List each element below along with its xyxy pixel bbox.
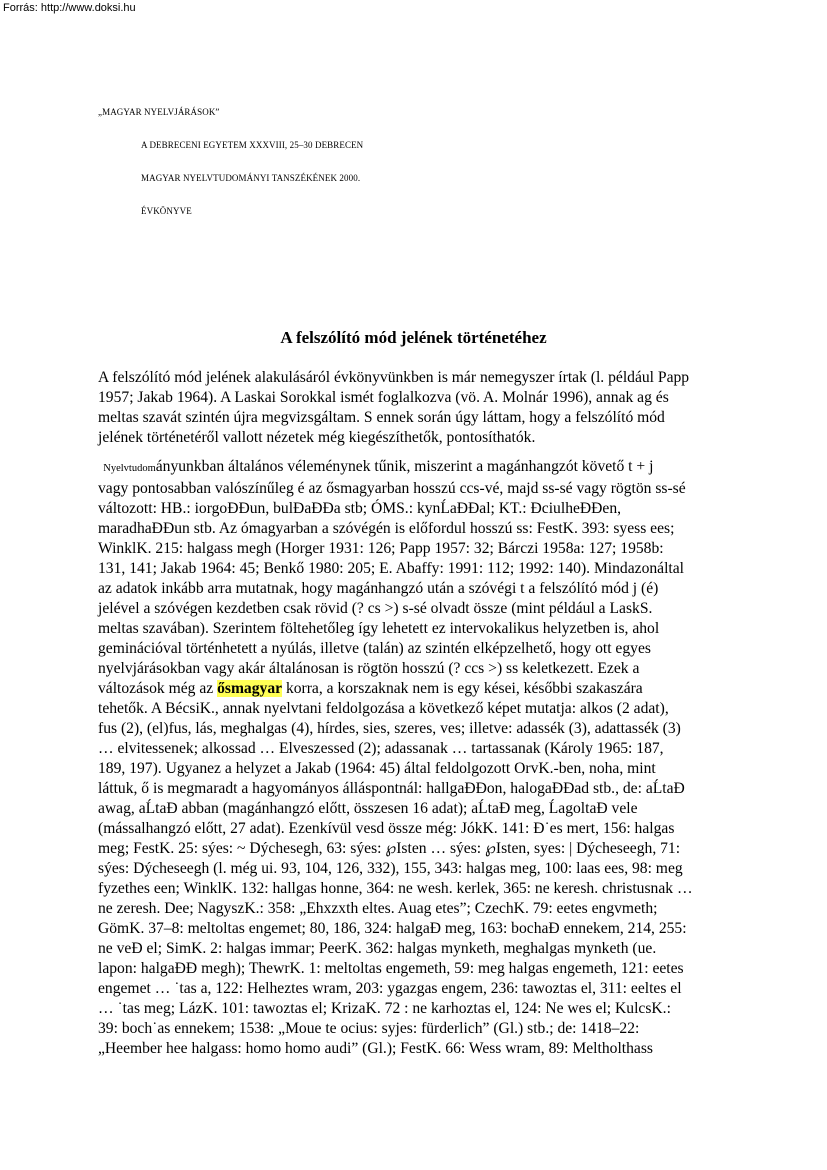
- text-line: jelének történetéről vallott nézetek még kiegészíthetők, pontosíthatók.: [98, 429, 536, 446]
- header-yearbook-line: ÉVKÖNYVE: [141, 206, 192, 216]
- text-line: tehetők. A BécsiK., annak nyelvtani feldolgozása a következő képet mutatja: alkos (2 adat),: [98, 700, 669, 717]
- text-run: változások még az: [98, 680, 218, 697]
- text-line: lapon: halgaÐÐ megh); ThewrK. 1: meltoltas engemeth, 59: meg halgas engemeth, 121: eetes: [98, 960, 684, 977]
- text-line: ne veÐ el; SimK. 2: halgas immar; PeerK. 362: halgas mynketh, meghalgas mynketh (ue.: [98, 940, 657, 957]
- header-university-line: A DEBRECENI EGYETEM XXXVIII, 25–30 DEBRECEN: [141, 140, 364, 150]
- text-line: awag, aĹtaÐ abban (magánhangzó előtt, összesen 16 adat); aĹtaÐ meg, ĹagoltaÐ vele: [98, 800, 638, 817]
- text-line: GömK. 37–8: meltoltas engemet; 80, 186, 324: halgaÐ meg, 163: bochaÐ ennekem, 214, 255:: [98, 920, 687, 937]
- text-line: változott: HB.: iorgoÐÐun, bulÐaÐÐa stb; ÓMS.: kynĹaÐÐal; KT.: ÐciulheÐÐen,: [98, 500, 622, 517]
- paragraph-intro: [98, 368, 738, 448]
- text-line: geminációval történhetett a nyúlás, illetve (talán) az szintén elképzelhető, hogy ott egyes: [98, 640, 651, 657]
- text-line: vagy pontosabban valószínűleg é az ősmagyarban hosszú ccs-vé, majd ss-sé vagy rögtön ss-sé: [98, 480, 686, 497]
- text-line: 39: boch˙as ennekem; 1538: „Moue te ocius: syjes: fürderlich” (Gl.) stb.; de: 1418–22:: [98, 1020, 640, 1037]
- text-small-run: Nyelvtudom: [98, 463, 156, 474]
- text-line: fyzethes een; WinklK. 132: hallgas honne, 364: ne wesh. kerlek, 365: ne keresh. christusnak …: [98, 880, 693, 897]
- text-line: (mássalhangzó előtt, 27 adat). Ezenkívül vesd össze még: JókK. 141: Ð˙es mert, 156: halgas: [98, 820, 675, 837]
- text-line: maradhaÐÐun stb. Az ómagyarban a szóvégén is előfordul hosszú ss: FestK. 393: syess ees;: [98, 520, 675, 537]
- paragraph-main: [98, 457, 738, 1059]
- text-line: sýes: Dýcheseegh (l. még ui. 93, 104, 126, 332), 155, 343: halgas meg, 100: laas ees, 98: meg: [98, 860, 683, 877]
- text-line: jelével a szóvégen kezdetben csak rövid (? cs >) s-sé olvadt össze (mint például a LaskS.: [98, 600, 653, 617]
- text-line: láttuk, ő is megmaradt a hagyományos álláspontnál: hallgaÐÐon, halogaÐÐad stb., de: aĹtaÐ: [98, 780, 685, 797]
- text-line-highlighted: [98, 679, 738, 699]
- text-line: … elvitessenek; alkossad … Elveszessed (2); adassanak … tartassanak (Károly 1965: 187,: [98, 740, 664, 757]
- header-series-title: „MAGYAR NYELVJÁRÁSOK”: [98, 107, 220, 117]
- text-line: … ˙tas meg; LázK. 101: tawoztas el; KrizaK. 72 : ne karhoztas el, 124: Ne wes el; KulcsK.:: [98, 1000, 671, 1017]
- text-line: nyelvjárásokban vagy akár általánosan is rögtön hosszú (? ccs >) ss keletkezett. Ezek a: [98, 660, 640, 677]
- article-title: A felszólító mód jelének történetéhez: [280, 328, 547, 347]
- text-line: 1957; Jakab 1964). A Laskai Sorokkal ismét foglalkozva (vö. A. Molnár 1996), annak ag és: [98, 389, 669, 406]
- text-line: „Heember hee halgass: homo homo audi” (Gl.); FestK. 66: Wess wram, 89: Meltholthass: [98, 1040, 653, 1057]
- text-line: ne zeresh. Dee; NagyszK.: 358: „Ehxzxth eltes. Auag etes”; CzechK. 79: eetes engvmeth;: [98, 900, 658, 917]
- search-highlight: ősmagyar: [217, 680, 283, 697]
- text-line: A felszólító mód jelének alakulásáról évkönyvünkben is már nemegyszer írtak (l. például Papp: [98, 369, 690, 386]
- header-department-line: MAGYAR NYELVTUDOMÁNYI TANSZÉKÉNEK 2000.: [141, 173, 361, 183]
- text-line: [98, 457, 738, 479]
- text-line: 189, 197). Ugyanez a helyzet a Jakab (1964: 45) által feldolgozott OrvK.-ben, noha, mint: [98, 760, 656, 777]
- text-line: engemet … ˙tas a, 122: Helheztes wram, 203: ygazgas engem, 236: tawoztas el, 311: eeltes el: [98, 980, 682, 997]
- text-line: 131, 141; Jakab 1964: 45; Benkő 1980: 205; E. Abaffy: 1991: 112; 1992: 140). Mindazonáltal: [98, 560, 685, 577]
- text-line: fus (2), (el)fus, lás, meghalgas (4), hírdes, sies, szeres, ves; illetve: adassék (3), adattassék (3): [98, 720, 681, 737]
- text-line: meg; FestK. 25: sýes: ~ Dýchesegh, 63: sýes: ℘Isten … sýes: ℘Isten, syes: | Dýcheseegh, 71:: [98, 840, 681, 857]
- text-line: meltas szavát szintén újra megvizsgáltam. S ennek során úgy láttam, hogy a felszólító mód: [98, 409, 665, 426]
- text-line: WinklK. 215: halgass megh (Horger 1931: 126; Papp 1957: 32; Bárczi 1958a: 127; 1958b:: [98, 540, 664, 557]
- text-line: az adatok inkább arra mutatnak, hogy magánhangzó után a szóvégi t a felszólító mód j (é): [98, 580, 659, 597]
- text-run: ányunkban általános véleménynek tűnik, miszerint a magánhangzót követő t + j: [155, 458, 654, 475]
- text-run: korra, a korszaknak nem is egy kései, későbbi szakaszára: [282, 680, 643, 697]
- source-label: Forrás: http://www.doksi.hu: [3, 2, 136, 14]
- text-line: meltas szavában). Szerintem föltehetőleg így lehetett ez intervokalikus helyzetben is, ahol: [98, 620, 660, 637]
